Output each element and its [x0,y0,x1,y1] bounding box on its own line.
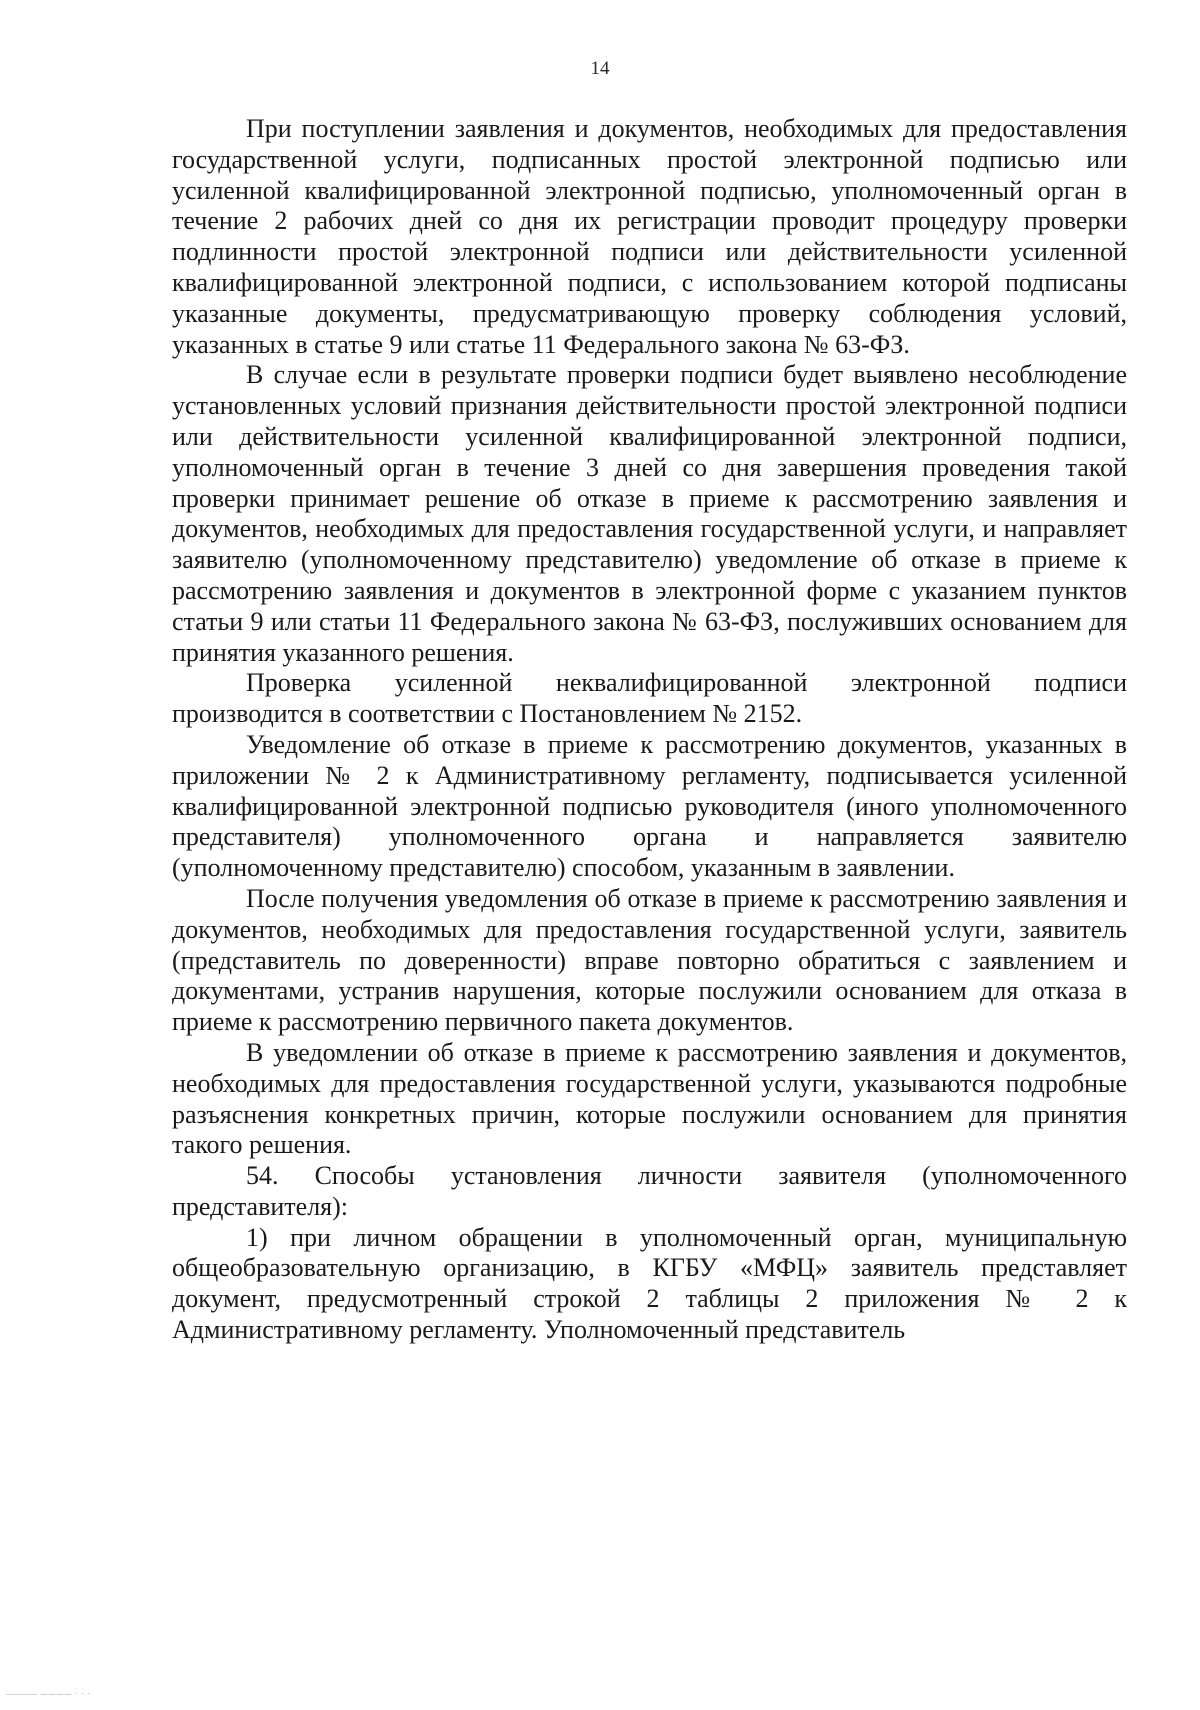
paragraph-item-54-1: 1) при личном обращении в уполномоченный орган, муниципальную общеобразовательную организацию, в КГБУ «МФЦ» заявитель представляет документ, предусмотренный строкой 2 таблицы 2 приложения № 2 к Административному регламенту. Уполномоченный представитель [172,1222,1127,1345]
page-number: 14 [590,58,610,79]
paragraph-repeat-application: После получения уведомления об отказе в приеме к рассмотрению заявления и документов, необходимых для предоставления государственной услуги, заявитель (представитель по доверенности) вправе повторно обратиться с заявлением и документами, устранив нарушения, которые послужили основанием для отказа в приеме к рассмотрению первичного пакета документов. [172,883,1127,1037]
document-body [172,114,1127,1346]
paragraph-verification-failure: В случае если в результате проверки подписи будет выявлено несоблюдение установленных условий признания действительности простой электронной подписи или действительности усиленной квалифицированной электронной подписи, уполномоченный орган в течение 3 дней со дня завершения проведения такой проверки принимает решение об отказе в приеме к рассмотрению заявления и документов, необходимых для предоставления государственной услуги, и направляет заявителю (уполномоченному представителю) уведомление об отказе в приеме к рассмотрению заявления и документов в электронной форме с указанием пунктов статьи 9 или статьи 11 Федерального закона № 63-ФЗ, послуживших основанием для принятия указанного решения. [172,360,1127,667]
paragraph-item-54: 54. Способы установления личности заявителя (уполномоченного представителя): [172,1161,1127,1221]
paragraph-refusal-notice-signing: Уведомление об отказе в приеме к рассмотрению документов, указанных в приложении № 2 к Административному регламенту, подписывается усиленной квалифицированной электронной подписью руководителя (иного уполномоченного представителя) уполномоченного органа и направляется заявителю (уполномоченному представителю) способом, указанным в заявлении. [172,729,1127,883]
paragraph-refusal-explanation: В уведомлении об отказе в приеме к рассмотрению заявления и документов, необходимых для предоставления государственной услуги, указываются подробные разъяснения конкретных причин, которые послужили основанием для принятия такого решения. [172,1037,1127,1160]
scan-footer-mark: ———— ———— · · · [6,1690,91,1698]
paragraph-unqualified-signature: Проверка усиленной неквалифицированной электронной подписи производится в соответствии с Постановлением № 2152. [172,668,1127,729]
paragraph-signature-verification: При поступлении заявления и документов, необходимых для предоставления государственной услуги, подписанных простой электронной подписью или усиленной квалифицированной электронной подписью, уполномоченный орган в течение 2 рабочих дней со дня их регистрации проводит процедуру проверки подлинности простой электронной подписи или действительности усиленной квалифицированной электронной подписи, с использованием которой подписаны указанные документы, предусматривающую проверку соблюдения условий, указанных в статье 9 или статье 11 Федерального закона № 63-ФЗ. [172,114,1127,359]
